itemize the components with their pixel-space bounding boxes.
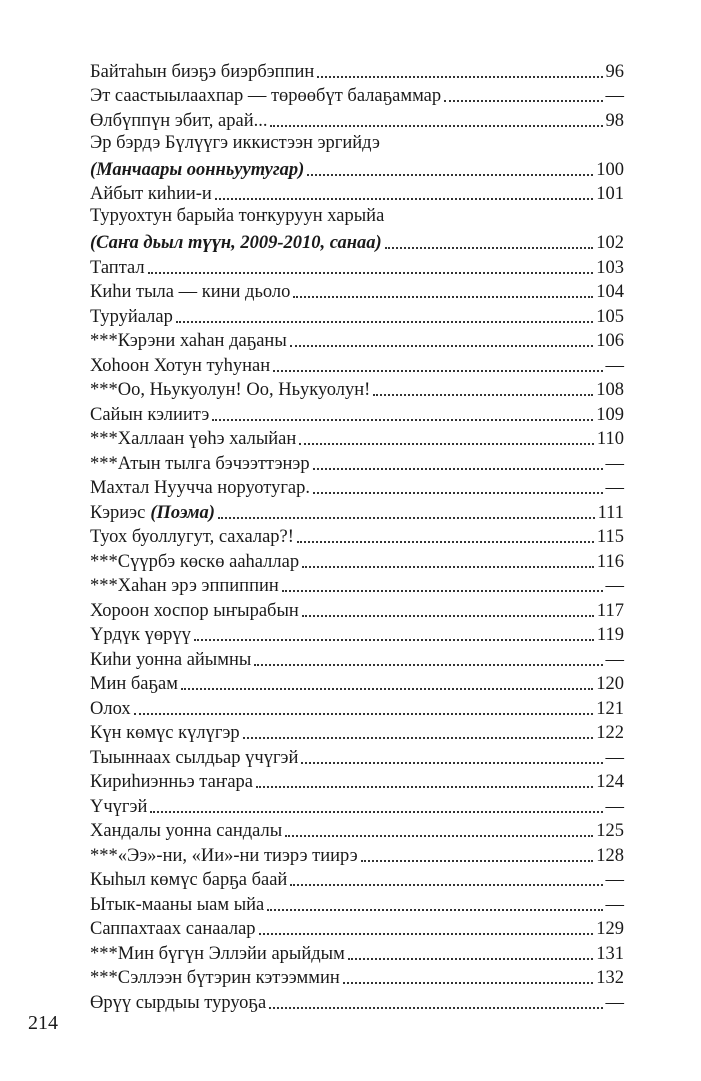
toc-entry-title: ***Атын тылга бэчээттэнэр (90, 453, 310, 474)
toc-entry-title: Туруйалар (90, 306, 173, 327)
toc-entry (90, 916, 624, 941)
toc-entry (90, 181, 624, 206)
table-of-contents (90, 58, 624, 1014)
toc-entry-page: 98 (605, 110, 624, 131)
toc-entry-page: 100 (596, 159, 624, 180)
dot-leader (293, 296, 593, 298)
dot-leader (313, 468, 603, 470)
dot-leader (282, 590, 603, 592)
dot-leader (348, 958, 593, 960)
toc-entry-page: 117 (596, 600, 624, 621)
toc-entry-page: — (605, 870, 624, 890)
toc-entry-title: Хоһоон Хотун туһунан (90, 355, 271, 376)
toc-entry-page: 115 (596, 527, 624, 547)
toc-entry (90, 230, 624, 255)
dot-leader (317, 76, 602, 78)
toc-entry-title: ***Кэрэни хаһан даҕаны (90, 331, 287, 351)
toc-entry (90, 156, 624, 181)
toc-entry-page: 121 (596, 698, 624, 719)
toc-entry-page: — (605, 86, 624, 106)
toc-entry-title: ***Сэллээн бүтэрин кэтээммин (90, 968, 340, 988)
dot-leader (270, 125, 602, 127)
toc-entry-page: 104 (596, 282, 624, 302)
toc-entry-title: Олох (90, 698, 131, 719)
dot-leader (218, 517, 595, 519)
toc-entry-page: 106 (596, 331, 624, 351)
dot-leader (297, 541, 594, 543)
toc-entry-title: Мин баҕам (90, 674, 178, 694)
toc-entry-title: Эт саастыылаахпар — төрөөбүт балаҕаммар (90, 86, 442, 106)
toc-entry (90, 352, 624, 377)
toc-entry (90, 524, 624, 549)
dot-leader (176, 321, 593, 323)
dot-leader (302, 566, 594, 568)
toc-entry-title: Туруохтун барыйа тоҥкуруун харыйа (90, 206, 385, 226)
toc-entry (90, 377, 624, 402)
toc-entry-title: Байтаһын биэҕэ биэрбэппин (90, 61, 315, 82)
toc-entry-title: (Саҥа дьыл түүн, 2009-2010, санаа) (90, 233, 382, 253)
toc-entry-title: Өлбүппүн эбит, арай... (90, 110, 268, 131)
toc-entry (90, 891, 624, 916)
toc-entry (90, 769, 624, 794)
dot-leader (301, 762, 602, 764)
toc-entry-page: 125 (596, 821, 624, 841)
toc-entry (90, 940, 624, 965)
dot-leader (212, 419, 593, 421)
toc-entry (90, 548, 624, 573)
toc-entry-title: Махтал Нуучча норуотугар. (90, 478, 311, 498)
dot-leader (181, 688, 593, 690)
toc-entry-page: — (605, 649, 624, 670)
dot-leader (373, 394, 593, 396)
toc-entry (90, 842, 624, 867)
toc-entry (90, 132, 624, 157)
toc-entry-page: 131 (596, 943, 624, 964)
dot-leader (254, 664, 602, 666)
toc-entry (90, 426, 624, 451)
dot-leader (269, 1007, 602, 1009)
toc-entry (90, 303, 624, 328)
toc-entry (90, 279, 624, 304)
toc-entry (90, 671, 624, 696)
toc-entry-title: ***Хаһан эрэ эппиппин (90, 576, 279, 596)
toc-entry-title: Үрдүк үөрүү (90, 625, 191, 645)
toc-entry-page: 124 (596, 772, 624, 792)
toc-entry-page: — (605, 355, 624, 376)
toc-entry-page: 105 (596, 306, 624, 327)
dot-leader (343, 982, 593, 984)
dot-leader (444, 100, 602, 102)
toc-entry-page: 103 (596, 257, 624, 278)
toc-entry-title: Таптал (90, 257, 145, 278)
toc-entry (90, 646, 624, 671)
toc-entry-title: Кэриэс (90, 502, 146, 523)
dot-leader (267, 909, 602, 911)
toc-entry-title: Хандалы уонна сандалы (90, 821, 283, 841)
toc-entry-title: Үчүгэй (90, 796, 148, 817)
toc-entry-page: 108 (596, 380, 624, 400)
toc-entry-page: 110 (596, 429, 624, 449)
toc-entry-title: Айбыт киһии-и (90, 184, 212, 204)
dot-leader (307, 174, 593, 176)
toc-entry-page: 101 (596, 184, 624, 204)
toc-entry-page: 109 (596, 404, 624, 425)
dot-leader (215, 198, 593, 200)
dot-leader (290, 884, 602, 886)
toc-entry (90, 205, 624, 230)
dot-leader (256, 786, 593, 788)
toc-entry-page: 120 (596, 674, 624, 694)
toc-entry (90, 622, 624, 647)
dot-leader (150, 811, 602, 813)
toc-entry-title: Ытык-мааны ыам ыйа (90, 894, 265, 915)
toc-entry (90, 254, 624, 279)
toc-entry-title: Сайын кэлиитэ (90, 404, 210, 425)
toc-entry-page: 128 (596, 845, 624, 866)
toc-entry (90, 597, 624, 622)
toc-entry-subtitle: (Поэма) (150, 502, 215, 523)
toc-entry-page: — (605, 453, 624, 474)
toc-entry (90, 793, 624, 818)
toc-entry-page: 132 (596, 968, 624, 988)
toc-entry-title: Кыһыл көмүс барҕа баай (90, 870, 288, 890)
toc-entry (90, 58, 624, 83)
toc-entry-title: (Манчаары оонньуутугар) (90, 159, 305, 180)
toc-entry-title: ***Мин бүгүн Эллэйи арыйдым (90, 943, 345, 964)
dot-leader (259, 933, 594, 935)
toc-entry-page: 96 (605, 61, 624, 82)
toc-entry-title: Өрүү сырдыы туруоҕа (90, 992, 267, 1013)
toc-entry-page: 111 (597, 502, 624, 523)
toc-entry (90, 475, 624, 500)
toc-entry (90, 83, 624, 108)
toc-entry (90, 450, 624, 475)
toc-entry-page: — (605, 747, 624, 768)
toc-entry (90, 818, 624, 843)
toc-entry-title: Күн көмүс күлүгэр (90, 723, 240, 743)
dot-leader (243, 737, 594, 739)
toc-entry (90, 989, 624, 1014)
toc-entry-title: ***Сүүрбэ көскө ааһаллар (90, 551, 300, 572)
toc-entry (90, 720, 624, 745)
dot-leader (134, 713, 594, 715)
toc-entry (90, 499, 624, 524)
dot-leader (313, 492, 602, 494)
dot-leader (285, 835, 593, 837)
dot-leader (290, 345, 593, 347)
toc-entry-title: ***Халлаан үөһэ халыйан (90, 429, 297, 449)
toc-entry-page: 119 (596, 625, 624, 645)
toc-entry-title: Саппахтаах санаалар (90, 919, 256, 939)
toc-entry-title: Эр бэрдэ Бүлүүгэ иккистээн эргийдэ (90, 132, 380, 153)
dot-leader (385, 247, 594, 249)
toc-entry-title: Туох буоллугут, сахалар?! (90, 527, 294, 547)
dot-leader (194, 639, 594, 641)
toc-entry (90, 965, 624, 990)
toc-entry (90, 695, 624, 720)
toc-entry-title: Киһи тыла — кини дьоло (90, 282, 291, 302)
toc-entry-page: — (605, 576, 624, 596)
toc-entry-page: — (605, 894, 624, 915)
toc-entry-title: Киһи уонна айымны (90, 649, 252, 670)
toc-entry (90, 107, 624, 132)
toc-entry (90, 744, 624, 769)
dot-leader (148, 272, 594, 274)
toc-entry-title: ***«Ээ»-ни, «Ии»-ни тиэрэ тиирэ (90, 845, 358, 866)
toc-entry-page: 116 (596, 551, 624, 572)
dot-leader (361, 860, 594, 862)
dot-leader (299, 443, 594, 445)
toc-entry-title: Тыыннаах сылдьар үчүгэй (90, 747, 299, 768)
toc-entry-title: Хороон хоспор ыҥырабын (90, 600, 299, 621)
toc-entry-page: 122 (596, 723, 624, 743)
toc-entry-page: — (605, 992, 624, 1013)
toc-entry (90, 573, 624, 598)
toc-entry-page: 102 (596, 233, 624, 253)
toc-entry (90, 867, 624, 892)
toc-entry-page: 129 (596, 919, 624, 939)
page-number: 214 (28, 1012, 58, 1034)
dot-leader (273, 370, 602, 372)
toc-entry-page: — (605, 796, 624, 817)
toc-entry (90, 401, 624, 426)
dot-leader (302, 615, 594, 617)
toc-entry (90, 328, 624, 353)
toc-entry-title: ***Оо, Ньукуолун! Оо, Ньукуолун! (90, 380, 371, 400)
toc-entry-page: — (605, 478, 624, 498)
toc-entry-title: Кириһиэнньэ таҥара (90, 772, 254, 792)
